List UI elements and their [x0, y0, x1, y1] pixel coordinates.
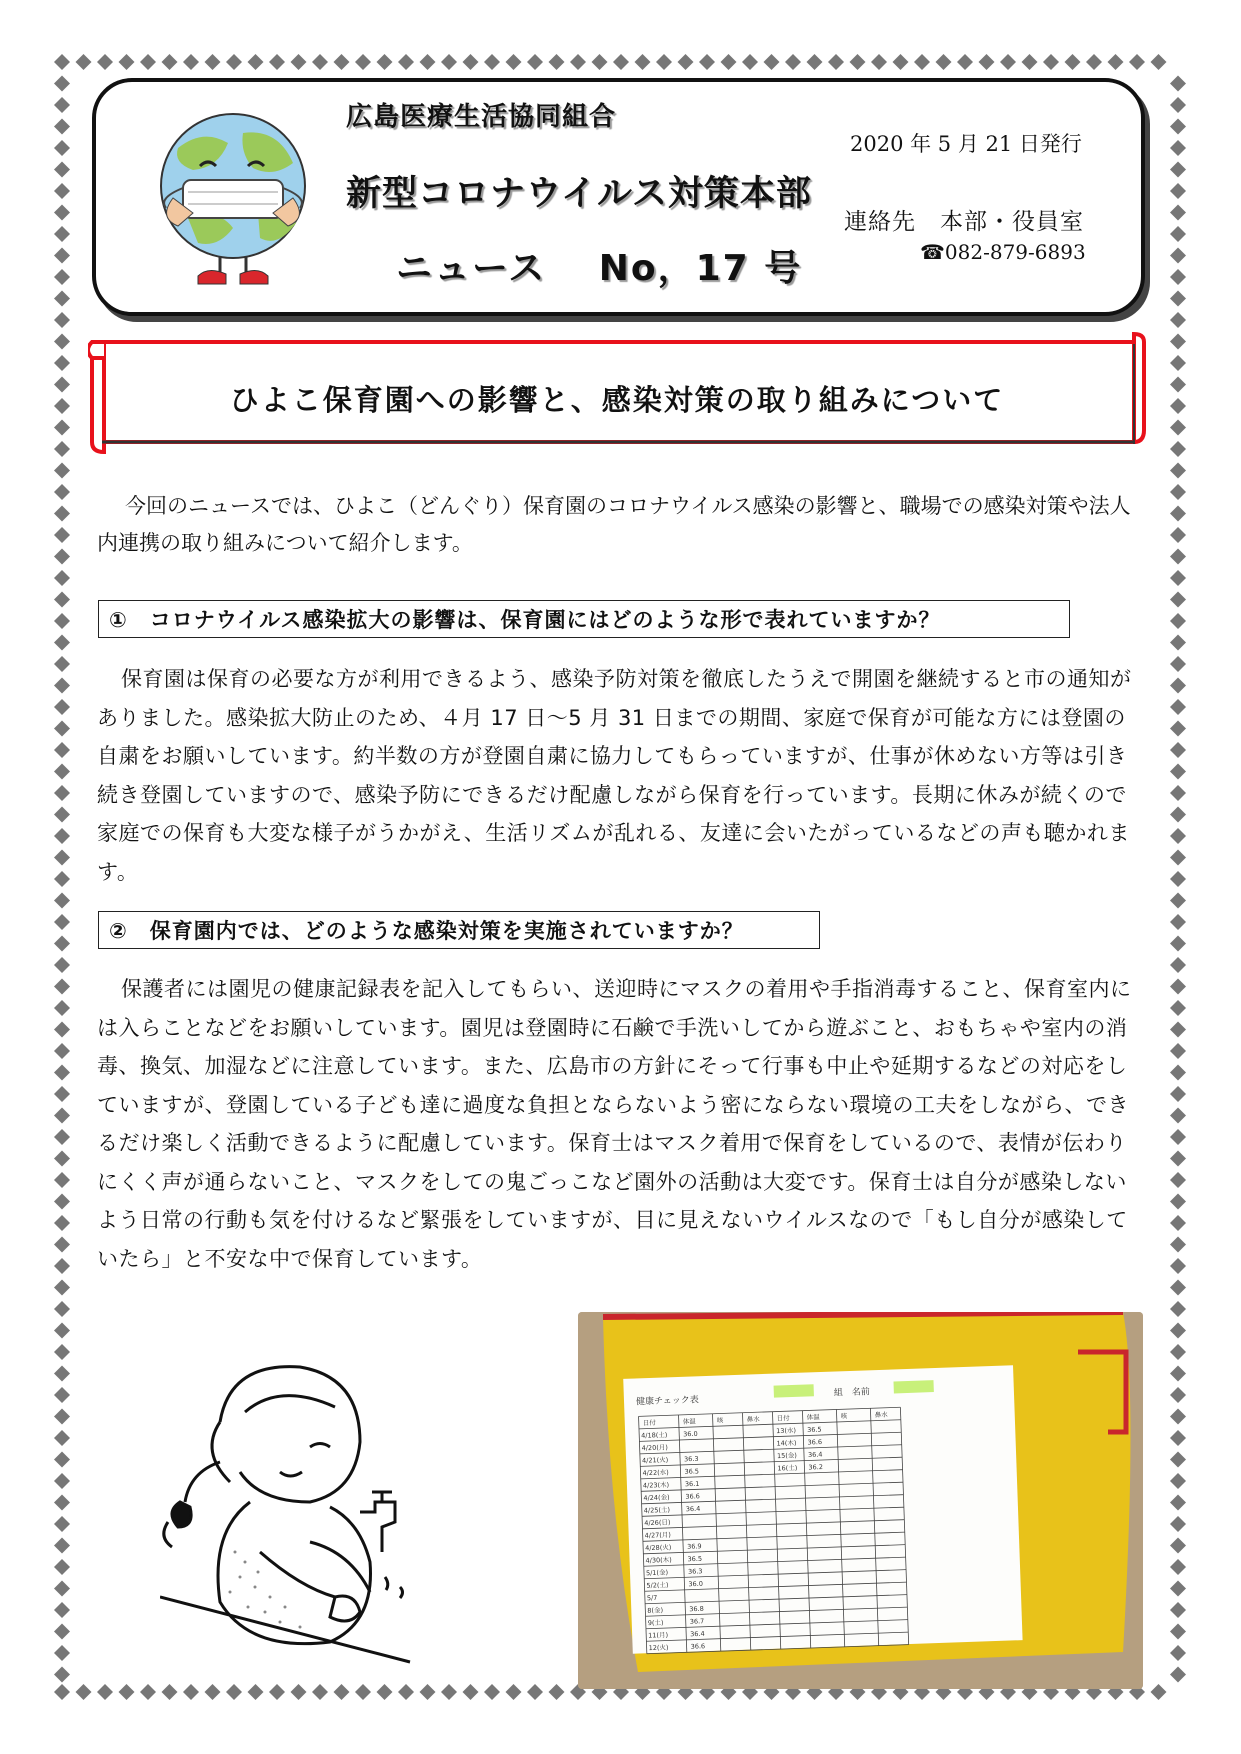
border-diamond: [1170, 1022, 1186, 1038]
border-diamond: [1170, 1538, 1186, 1554]
border-diamond: [1170, 613, 1186, 629]
border-diamond: [1170, 1667, 1186, 1683]
border-diamond: [1170, 377, 1186, 393]
border-diamond: [205, 1684, 221, 1700]
border-diamond: [1170, 1602, 1186, 1618]
border-diamond: [699, 54, 715, 70]
border-diamond: [420, 1684, 436, 1700]
border-diamond: [1170, 1559, 1186, 1575]
border-diamond: [377, 1684, 393, 1700]
border-diamond: [54, 850, 70, 866]
border-diamond: [1170, 1473, 1186, 1489]
border-diamond: [1170, 441, 1186, 457]
border-diamond: [1170, 140, 1186, 156]
border-diamond: [355, 1684, 371, 1700]
border-diamond: [54, 678, 70, 694]
border-diamond: [1170, 828, 1186, 844]
border-diamond: [54, 893, 70, 909]
border-diamond: [355, 54, 371, 70]
question-1-heading: ① コロナウイルス感染拡大の影響は、保育園にはどのような形で表れていますか？: [98, 600, 1070, 638]
border-diamond: [1086, 54, 1102, 70]
sheet-column-header: 咳: [840, 1412, 848, 1421]
border-diamond: [312, 54, 328, 70]
sheet-temp-cell: 36.5: [806, 1425, 822, 1435]
border-diamond: [54, 1000, 70, 1016]
border-diamond: [1170, 914, 1186, 930]
border-diamond: [54, 1258, 70, 1274]
border-diamond: [54, 592, 70, 608]
border-diamond: [979, 54, 995, 70]
sheet-temp-cell: 36.0: [683, 1429, 698, 1439]
sheet-column-header: 体温: [806, 1413, 820, 1422]
border-diamond: [828, 54, 844, 70]
border-diamond: [785, 54, 801, 70]
border-diamond: [140, 54, 156, 70]
border-diamond: [1170, 1043, 1186, 1059]
border-diamond: [54, 226, 70, 242]
border-diamond: [226, 54, 242, 70]
border-diamond: [97, 1684, 113, 1700]
border-diamond: [54, 1409, 70, 1425]
border-diamond: [54, 742, 70, 758]
border-diamond: [484, 54, 500, 70]
border-diamond: [613, 54, 629, 70]
border-diamond: [54, 162, 70, 178]
phone-number: ☎082-879-6893: [920, 240, 1086, 264]
border-diamond: [1170, 205, 1186, 221]
border-diamond: [54, 549, 70, 565]
sheet-date-cell: 4/27(月): [644, 1530, 672, 1540]
border-diamond: [226, 1684, 242, 1700]
border-diamond: [54, 1645, 70, 1661]
department-name: 新型コロナウイルス対策本部: [346, 174, 812, 214]
border-diamond: [1170, 871, 1186, 887]
photo-scene: [578, 1312, 1143, 1689]
border-diamond: [54, 1215, 70, 1231]
border-diamond: [54, 1387, 70, 1403]
border-diamond: [1170, 1581, 1186, 1597]
border-diamond: [1170, 936, 1186, 952]
border-diamond: [334, 54, 350, 70]
border-diamond: [871, 54, 887, 70]
border-diamond: [54, 1473, 70, 1489]
border-diamond: [54, 140, 70, 156]
border-diamond: [441, 1684, 457, 1700]
border-diamond: [1170, 1237, 1186, 1253]
sheet-date-cell: 4/21(火): [641, 1455, 669, 1465]
border-diamond: [656, 54, 672, 70]
border-diamond: [850, 54, 866, 70]
border-diamond: [54, 613, 70, 629]
answer-2-paragraph: 保護者には園児の健康記録表を記入してもらい、送迎時にマスクの着用や手指消毒すること、保育室内には入らことなどをお願いしています。園児は登園時に石鹸で手洗いしてから遊ぶこと、おもちゃや室内の消毒、換気、加湿などに注意しています。また、広島市の方針にそって行事も中止や延期するなどの対応をしていますが、登園している子ども達に過度な負担とならないよう密にならない環境の工夫をしながら、できるだけ楽しく活動できるように配慮しています。保育士はマスク着用で保育をしているので、表情が伝わりにくく声が通らないこと、マスクをしての鬼ごっこなど園外の活動は大変です。保育士は自分が感染しないよう日常の行動も気を付けるなど緊張をしていますが、目に見えないウイルスなので「もし自分が感染していたら」と不安な中で保育しています。: [97, 977, 1132, 1271]
border-diamond: [54, 291, 70, 307]
border-diamond: [1170, 1280, 1186, 1296]
sheet-date-cell: 12(火): [648, 1643, 669, 1653]
sheet-temp-cell: 36.6: [690, 1642, 706, 1651]
border-diamond: [54, 979, 70, 995]
girl-handwashing-illustration: [160, 1352, 430, 1672]
border-diamond: [54, 1495, 70, 1511]
border-diamond: [807, 54, 823, 70]
border-diamond: [54, 1172, 70, 1188]
sheet-date-cell: 4/30(木): [645, 1555, 672, 1565]
border-diamond: [54, 248, 70, 264]
border-diamond: [54, 1301, 70, 1317]
border-diamond: [1170, 291, 1186, 307]
border-diamond: [463, 54, 479, 70]
sheet-date-cell: 4/18(土): [641, 1430, 668, 1440]
border-diamond: [1170, 162, 1186, 178]
border-diamond: [1170, 1323, 1186, 1339]
sheet-date-cell: 11(月): [648, 1630, 669, 1640]
border-diamond: [1170, 226, 1186, 242]
sheet-temp-cell: 36.0: [688, 1579, 704, 1589]
sheet-title: 健康チェック表: [635, 1395, 699, 1408]
border-diamond: [1170, 807, 1186, 823]
sheet-temp-cell: 36.3: [683, 1454, 699, 1464]
border-diamond: [635, 54, 651, 70]
border-diamond: [269, 1684, 285, 1700]
border-diamond: [162, 54, 178, 70]
border-diamond: [1129, 54, 1145, 70]
border-diamond: [721, 54, 737, 70]
border-diamond: [54, 441, 70, 457]
border-diamond: [527, 54, 543, 70]
border-diamond: [1170, 1516, 1186, 1532]
border-diamond: [1170, 334, 1186, 350]
border-diamond: [291, 54, 307, 70]
border-diamond: [54, 1344, 70, 1360]
sheet-date-cell: 16(土): [777, 1463, 798, 1473]
border-diamond: [1065, 54, 1081, 70]
issue-date: 2020 年 5 月 21 日発行: [850, 132, 1082, 156]
border-diamond: [1170, 1409, 1186, 1425]
border-diamond: [1170, 463, 1186, 479]
border-diamond: [54, 1538, 70, 1554]
sheet-date-cell: 8(金): [647, 1606, 664, 1615]
sheet-date-cell: 5/7: [646, 1593, 658, 1603]
border-diamond: [54, 484, 70, 500]
border-diamond: [1170, 398, 1186, 414]
border-diamond: [527, 1684, 543, 1700]
border-diamond: [76, 54, 92, 70]
border-diamond: [506, 1684, 522, 1700]
border-diamond: [54, 420, 70, 436]
border-diamond: [1170, 1000, 1186, 1016]
border-diamond: [1170, 678, 1186, 694]
border-diamond: [1170, 1624, 1186, 1640]
border-diamond: [1043, 54, 1059, 70]
border-diamond: [420, 54, 436, 70]
border-diamond: [54, 1452, 70, 1468]
border-diamond: [54, 355, 70, 371]
border-diamond: [1170, 1387, 1186, 1403]
border-diamond: [1170, 850, 1186, 866]
sheet-date-cell: 4/23(木): [642, 1480, 670, 1490]
sheet-date-cell: 14(木): [776, 1438, 797, 1448]
border-diamond: [441, 54, 457, 70]
sheet-column-header: 体温: [682, 1417, 696, 1426]
sheet-column-header: 鼻水: [874, 1410, 888, 1420]
sheet-temp-cell: 36.4: [685, 1504, 701, 1514]
border-diamond: [119, 1684, 135, 1700]
border-diamond: [1170, 1344, 1186, 1360]
sheet-date-cell: 13(水): [776, 1426, 797, 1436]
sheet-temp-cell: 36.2: [808, 1462, 824, 1472]
border-diamond: [1170, 635, 1186, 651]
contact-label: 連絡先 本部・役員室: [844, 209, 1084, 235]
sheet-date-cell: 4/24(金): [643, 1493, 670, 1503]
border-diamond: [54, 914, 70, 930]
sheet-column-header: 咳: [716, 1416, 724, 1425]
border-diamond: [269, 54, 285, 70]
border-diamond: [1170, 1172, 1186, 1188]
border-diamond: [1170, 248, 1186, 264]
border-diamond: [54, 1323, 70, 1339]
border-diamond: [1170, 1129, 1186, 1145]
border-diamond: [54, 1151, 70, 1167]
border-diamond: [54, 635, 70, 651]
border-diamond: [54, 1129, 70, 1145]
border-diamond: [76, 1684, 92, 1700]
border-diamond: [54, 871, 70, 887]
border-diamond: [1170, 1452, 1186, 1468]
border-diamond: [1170, 1194, 1186, 1210]
border-diamond: [54, 1086, 70, 1102]
border-diamond: [1170, 699, 1186, 715]
border-diamond: [54, 377, 70, 393]
border-diamond: [1151, 54, 1167, 70]
border-diamond: [1170, 1215, 1186, 1231]
border-diamond: [54, 1581, 70, 1597]
health-check-sheet-photo: [578, 1312, 1143, 1689]
border-diamond: [54, 1516, 70, 1532]
border-diamond: [54, 1602, 70, 1618]
border-diamond: [1170, 484, 1186, 500]
sheet-date-cell: 4/20(月): [641, 1443, 668, 1453]
border-diamond: [291, 1684, 307, 1700]
border-diamond: [1170, 721, 1186, 737]
border-diamond: [140, 1684, 156, 1700]
border-diamond: [54, 334, 70, 350]
border-diamond: [1170, 1495, 1186, 1511]
border-diamond: [54, 312, 70, 328]
border-diamond: [1170, 570, 1186, 586]
border-diamond: [54, 1684, 70, 1700]
border-diamond: [1170, 97, 1186, 113]
border-diamond: [54, 76, 70, 92]
border-diamond: [54, 1430, 70, 1446]
border-diamond: [248, 1684, 264, 1700]
border-diamond: [162, 1684, 178, 1700]
border-diamond: [1170, 893, 1186, 909]
border-diamond: [1170, 506, 1186, 522]
sheet-temp-cell: 36.5: [687, 1554, 703, 1564]
border-diamond: [54, 54, 70, 70]
border-diamond: [54, 119, 70, 135]
border-diamond: [1170, 656, 1186, 672]
border-diamond: [54, 398, 70, 414]
border-diamond: [1170, 527, 1186, 543]
border-diamond: [936, 54, 952, 70]
sheet-date-cell: 15(金): [776, 1451, 797, 1461]
sheet-temp-cell: 36.6: [685, 1492, 701, 1501]
border-diamond: [1170, 785, 1186, 801]
border-diamond: [1170, 1108, 1186, 1124]
border-diamond: [54, 205, 70, 221]
border-diamond: [398, 1684, 414, 1700]
border-diamond: [54, 936, 70, 952]
border-diamond: [1170, 1065, 1186, 1081]
border-diamond: [54, 828, 70, 844]
answer-1-paragraph: 保育園は保育の必要な方が利用できるよう、感染予防対策を徹底したうえで開園を継続すると市の通知がありました。感染拡大防止のため、４月 17 日〜5 月 31 日までの期間、家庭で保育が可能な方には登園の自粛をお願いしています。約半数の方が登園自粛に協力してもらっていますが、仕事が休めない方等は引き続き登園していますので、感染予防にできるだけ配慮しながら保育を行っています。長期に休みが続くので家庭での保育も大変な様子がうかがえ、生活リズムが乱れる、友達に会いたがっているなどの声も聴かれます。: [97, 667, 1132, 884]
border-diamond: [1170, 1151, 1186, 1167]
border-diamond: [592, 54, 608, 70]
border-diamond: [54, 527, 70, 543]
sheet-column-header: 日付: [642, 1418, 656, 1428]
sheet-temp-cell: 36.6: [807, 1437, 823, 1447]
border-diamond: [1170, 957, 1186, 973]
border-diamond: [463, 1684, 479, 1700]
border-diamond: [54, 463, 70, 479]
border-diamond: [893, 54, 909, 70]
border-diamond: [764, 54, 780, 70]
sheet-temp-cell: 36.3: [687, 1567, 703, 1576]
border-diamond: [1170, 312, 1186, 328]
border-diamond: [1170, 1366, 1186, 1382]
border-diamond: [1170, 742, 1186, 758]
sheet-temp-cell: 36.4: [690, 1629, 705, 1639]
border-diamond: [1170, 269, 1186, 285]
border-diamond: [54, 1237, 70, 1253]
border-diamond: [1170, 420, 1186, 436]
border-diamond: [506, 54, 522, 70]
border-diamond: [54, 1194, 70, 1210]
border-diamond: [97, 54, 113, 70]
border-diamond: [1170, 1258, 1186, 1274]
border-diamond: [119, 54, 135, 70]
sheet-date-cell: 4/25(土): [643, 1505, 671, 1515]
sheet-date-cell: 4/22(水): [642, 1468, 669, 1478]
border-diamond: [742, 54, 758, 70]
border-diamond: [570, 54, 586, 70]
border-diamond: [54, 957, 70, 973]
border-diamond: [54, 699, 70, 715]
border-diamond: [1170, 1301, 1186, 1317]
border-diamond: [1170, 183, 1186, 199]
sheet-temp-cell: 36.1: [684, 1479, 700, 1489]
border-diamond: [1170, 355, 1186, 371]
border-diamond: [1022, 54, 1038, 70]
organization-name: 広島医療生活協同組合: [346, 102, 617, 132]
sheet-temp-cell: 36.5: [684, 1467, 700, 1476]
sheet-column-header: 鼻水: [746, 1415, 760, 1424]
border-diamond: [248, 54, 264, 70]
border-diamond: [1170, 119, 1186, 135]
border-diamond: [54, 1667, 70, 1683]
border-diamond: [1170, 1430, 1186, 1446]
border-diamond: [1170, 549, 1186, 565]
banner-title: ひよこ保育園への影響と、感染対策の取り組みについて: [229, 383, 1005, 417]
border-diamond: [54, 1108, 70, 1124]
sheet-date-cell: 4/28(火): [645, 1543, 672, 1553]
sheet-name-label: 組 名前: [833, 1387, 871, 1399]
sheet-temp-cell: 36.8: [689, 1604, 704, 1614]
border-diamond: [549, 54, 565, 70]
masked-earth-mascot-icon: [148, 108, 318, 293]
sheet-column-header: 日付: [776, 1414, 790, 1423]
border-diamond: [1170, 979, 1186, 995]
border-diamond: [54, 506, 70, 522]
border-diamond: [398, 54, 414, 70]
question-2-heading: ② 保育園内では、どのような感染対策を実施されていますか？: [98, 911, 820, 949]
border-diamond: [54, 656, 70, 672]
border-diamond: [183, 54, 199, 70]
border-diamond: [678, 54, 694, 70]
border-diamond: [54, 721, 70, 737]
news-issue-number: ニュース No，17 号: [396, 248, 803, 289]
border-diamond: [549, 1684, 565, 1700]
border-diamond: [54, 1043, 70, 1059]
border-diamond: [1151, 1684, 1167, 1700]
border-diamond: [54, 97, 70, 113]
sheet-date-cell: 9(土): [647, 1618, 664, 1628]
border-diamond: [1170, 76, 1186, 92]
border-diamond: [1170, 764, 1186, 780]
sheet-date-cell: 4/26(日): [644, 1518, 671, 1528]
border-diamond: [957, 54, 973, 70]
border-diamond: [484, 1684, 500, 1700]
border-diamond: [54, 1559, 70, 1575]
intro-paragraph: 今回のニュースでは、ひよこ（どんぐり）保育園のコロナウイルス感染の影響と、職場での感染対策や法人内連携の取り組みについて紹介します。: [97, 494, 1131, 555]
border-diamond: [54, 1022, 70, 1038]
sheet-temp-cell: 36.4: [807, 1450, 823, 1459]
border-diamond: [312, 1684, 328, 1700]
border-diamond: [914, 54, 930, 70]
border-diamond: [334, 1684, 350, 1700]
border-diamond: [54, 807, 70, 823]
border-diamond: [1170, 1086, 1186, 1102]
sheet-temp-cell: 36.7: [689, 1617, 705, 1626]
border-diamond: [377, 54, 393, 70]
sheet-temp-cell: 36.9: [686, 1542, 702, 1551]
sheet-date-cell: 5/2(土): [646, 1580, 669, 1590]
border-diamond: [1000, 54, 1016, 70]
sheet-date-cell: 5/1(金): [645, 1568, 669, 1578]
border-diamond: [54, 570, 70, 586]
border-diamond: [54, 1624, 70, 1640]
border-diamond: [54, 764, 70, 780]
border-diamond: [205, 54, 221, 70]
border-diamond: [54, 1366, 70, 1382]
border-diamond: [54, 1280, 70, 1296]
border-diamond: [54, 183, 70, 199]
border-diamond: [54, 1065, 70, 1081]
border-diamond: [54, 269, 70, 285]
border-diamond: [1170, 1645, 1186, 1661]
border-diamond: [1170, 592, 1186, 608]
border-diamond: [1108, 54, 1124, 70]
border-diamond: [183, 1684, 199, 1700]
border-diamond: [54, 785, 70, 801]
